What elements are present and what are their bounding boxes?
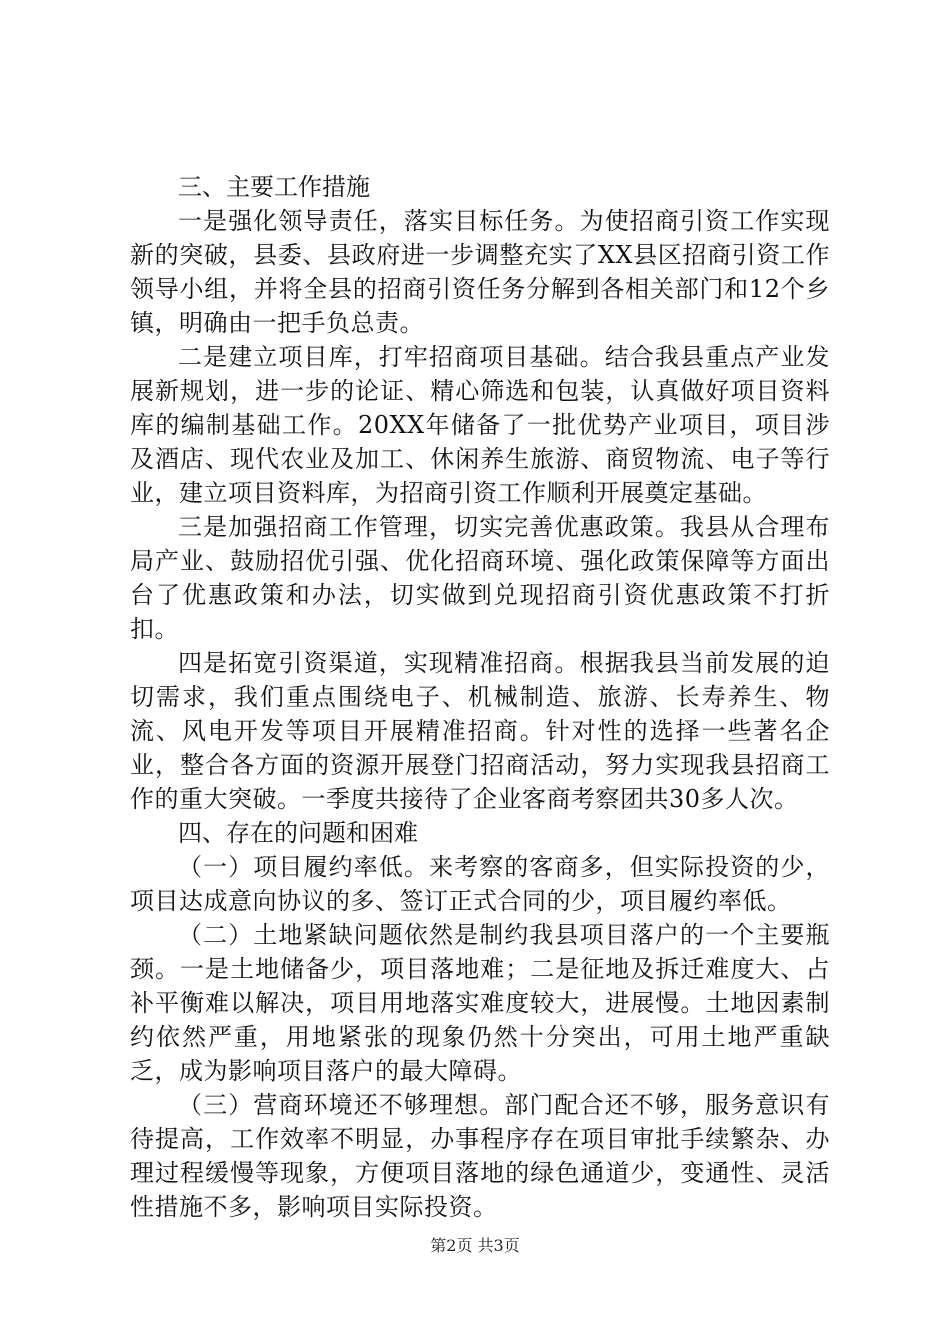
measure-paragraph-4: 四是拓宽引资渠道，实现精准招商。根据我县当前发展的迫切需求，我们重点围绕电子、机械制造、旅游、长寿养生、物流、风电开发等项目开展精准招商。针对性的选择一些著名企业，整合各方面的资源开展登门招商活动，努力实现我县招商工作的重大突破。一季度共接待了企业客商考察团共30多人次。	[130, 649, 830, 813]
page-number-footer: 第2页 共3页	[430, 1236, 520, 1255]
measure-paragraph-2: 二是建立项目库，打牢招商项目基础。结合我县重点产业发展新规划，进一步的论证、精心筛选和包装，认真做好项目资料库的编制基础工作。20XX年储备了一批优势产业项目，项目涉及酒店、现代农业及加工、休闲养生旅游、商贸物流、电子等行业，建立项目资料库，为招商引资工作顺利开展奠定基础。	[130, 343, 830, 507]
measure-paragraph-3: 三是加强招商工作管理，切实完善优惠政策。我县从合理布局产业、鼓励招优引强、优化招商环境、强化政策保障等方面出台了优惠政策和办法，切实做到兑现招商引资优惠政策不打折扣。	[130, 513, 830, 643]
problem-paragraph-3: （三）营商环境还不够理想。部门配合还不够，服务意识有待提高，工作效率不明显，办事程序存在项目审批手续繁杂、办理过程缓慢等现象，方便项目落地的绿色通道少，变通性、灵活性措施不多，影响项目实际投资。	[130, 1091, 830, 1221]
problem-paragraph-2: （二）土地紧缺问题依然是制约我县项目落户的一个主要瓶颈。一是土地储备少，项目落地难；二是征地及拆迁难度大、占补平衡难以解决，项目用地落实难度较大，进展慢。土地因素制约依然严重，用地紧张的现象仍然十分突出，可用土地严重缺乏，成为影响项目落户的最大障碍。	[130, 921, 830, 1085]
problem-paragraph-1: （一）项目履约率低。来考察的客商多，但实际投资的少，项目达成意向协议的多、签订正式合同的少，项目履约率低。	[130, 853, 830, 915]
document-body	[130, 170, 830, 1224]
measure-paragraph-1: 一是强化领导责任，落实目标任务。为使招商引资工作实现新的突破，县委、县政府进一步调整充实了XX县区招商引资工作领导小组，并将全县的招商引资任务分解到各相关部门和12个乡镇，明确由一把手负总责。	[130, 207, 830, 337]
section-heading-problems: 四、存在的问题和困难	[178, 819, 418, 847]
section-heading-measures: 三、主要工作措施	[178, 173, 370, 201]
